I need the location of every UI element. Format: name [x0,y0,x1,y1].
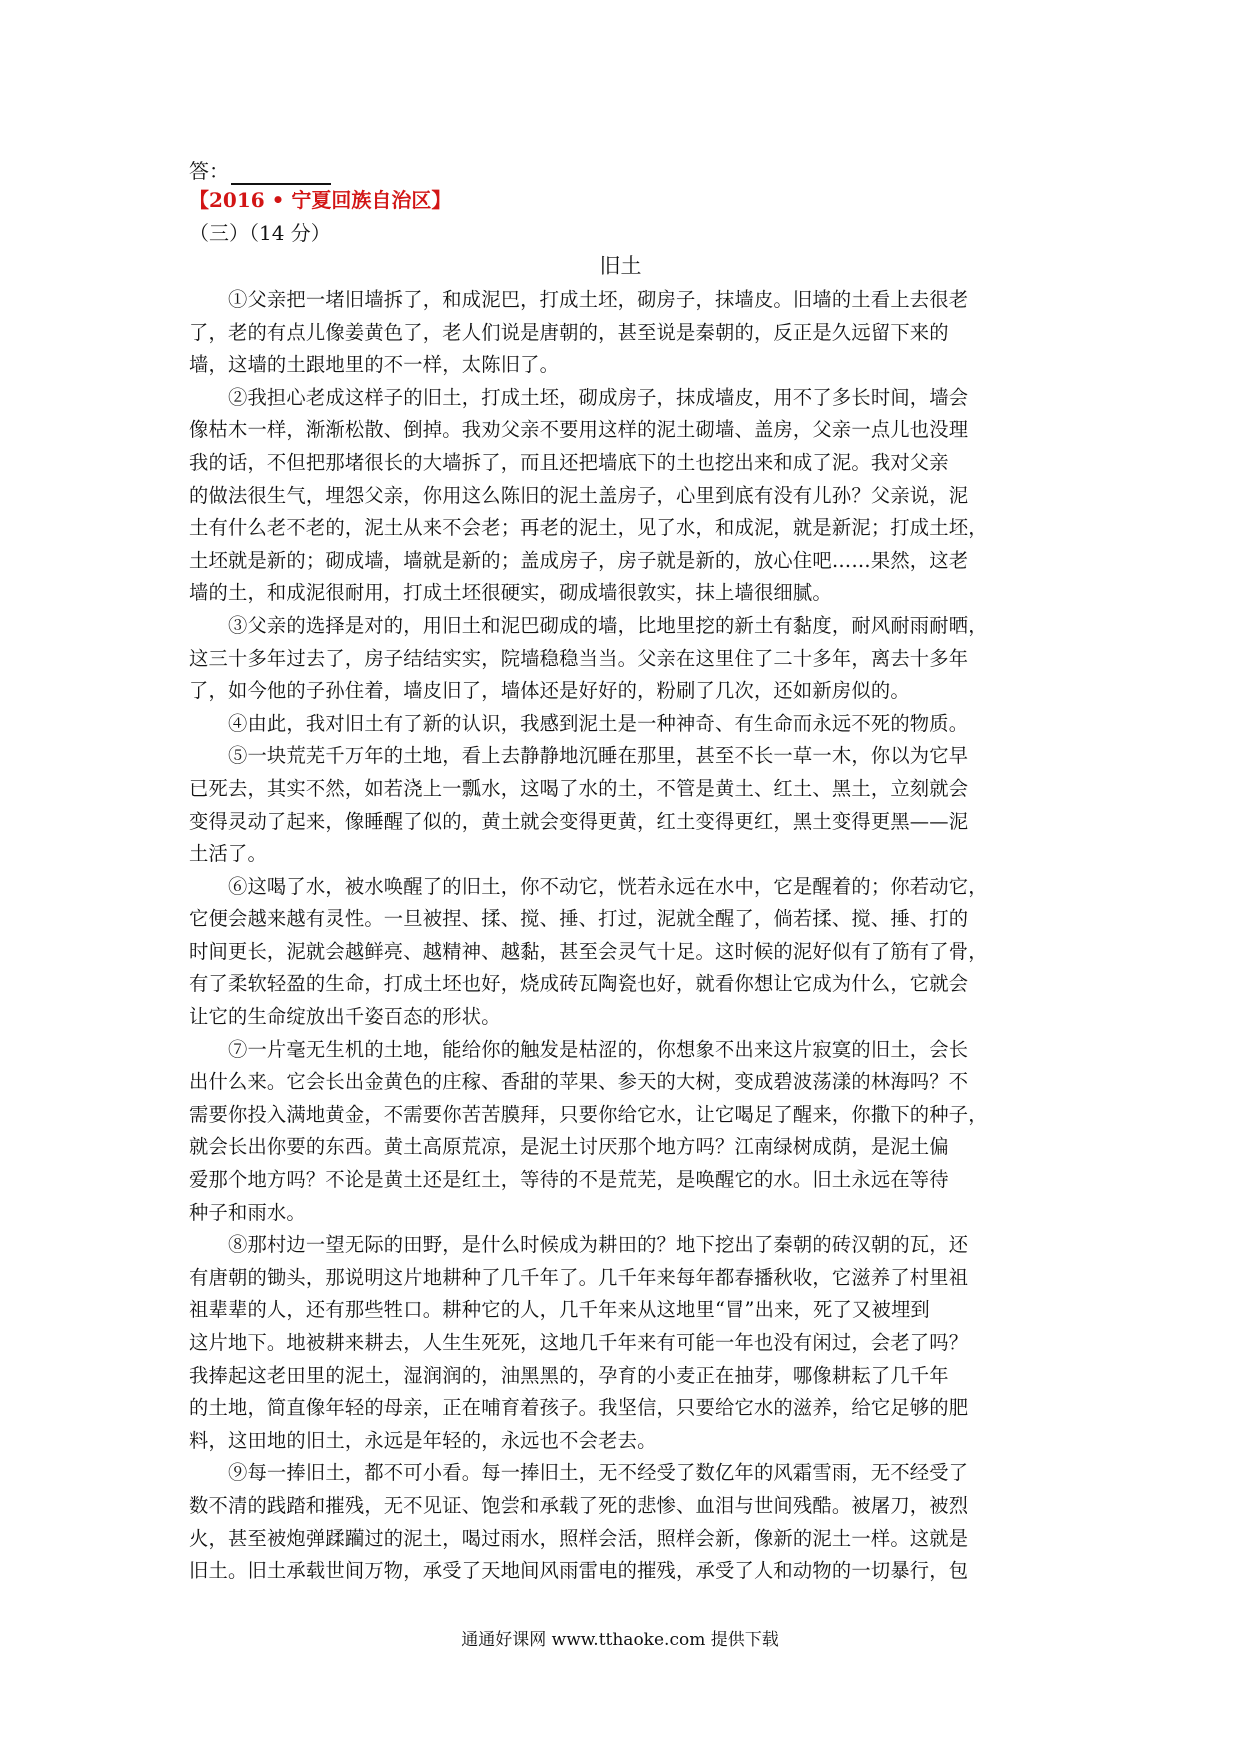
text-line: 土有什么老不老的，泥土从来不会老；再老的泥土，见了水，和成泥，就是新泥；打成土坯， [189,516,988,540]
text-line: 变得灵动了起来，像睡醒了似的，黄土就会变得更黄，红土变得更红，黑土变得更黑——泥 [189,809,969,833]
text-line: 旧土。旧土承载世间万物，承受了天地间风雨雷电的摧残，承受了人和动物的一切暴行，包 [189,1559,969,1583]
text-line: ①父亲把一堵旧墙拆了，和成泥巴，打成土坯，砌房子，抹墙皮。旧墙的土看上去很老 [189,288,969,311]
text-line: ⑥这喝了水，被水唤醒了的旧土，你不动它，恍若永远在水中，它是醒着的；你若动它， [189,874,988,898]
text-line: 有唐朝的锄头，那说明这片地耕种了几千年了。几千年来每年都春播秋收，它滋养了村里祖 [189,1265,969,1289]
answer-label: 答： [189,159,229,183]
text-line: 火，甚至被炮弹蹂躏过的泥土，喝过雨水，照样会活，照样会新，像新的泥土一样。这就是 [189,1526,969,1550]
article-body [189,284,1052,1588]
text-line: 的做法很生气，埋怨父亲，你用这么陈旧的泥土盖房子，心里到底有没有儿孙？父亲说，泥 [189,483,969,507]
text-line: 了，老的有点儿像姜黄色了，老人们说是唐朝的，甚至说是秦朝的，反正是久远留下来的 [189,320,949,344]
text-line: 我捧起这老田里的泥土，湿润润的，油黑黑的，孕育的小麦正在抽芽，哪像耕耘了几千年 [189,1363,949,1387]
text-line: 爱那个地方吗？不论是黄土还是红土，等待的不是荒芜，是唤醒它的水。旧土永远在等待 [189,1168,949,1192]
text-line: 让它的生命绽放出千姿百态的形状。 [189,1005,501,1029]
text-line: ⑨每一捧旧土，都不可小看。每一捧旧土，无不经受了数亿年的风霜雪雨，无不经受了 [189,1461,969,1485]
text-line: 数不清的践踏和摧残，无不见证、饱尝和承载了死的悲惨、血泪与世间残酷。被屠刀，被烈 [189,1493,969,1517]
text-line: 种子和雨水。 [189,1200,306,1224]
answer-blank[interactable] [231,163,331,185]
text-line: 土坯就是新的；砌成墙，墙就是新的；盖成房子，房子就是新的，放心住吧……果然，这老 [189,548,969,572]
text-line: 像枯木一样，渐渐松散、倒掉。我劝父亲不要用这样的泥土砌墙、盖房，父亲一点儿也没理 [189,418,969,442]
text-line: 出什么来。它会长出金黄色的庄稼、香甜的苹果、参天的大树，变成碧波荡漾的林海吗？不 [189,1070,969,1094]
text-line: ⑧那村边一望无际的田野，是什么时候成为耕田的？地下挖出了秦朝的砖汉朝的瓦，还 [189,1233,969,1257]
page-footer: 通通好课网 www.tthaoke.com 提供下载 [461,1630,779,1650]
text-line: 它便会越来越有灵性。一旦被捏、揉、搅、捶、打过，泥就全醒了，倘若揉、搅、捶、打的 [189,907,969,931]
text-line: 有了柔软轻盈的生命，打成土坯也好，烧成砖瓦陶瓷也好，就看你想让它成为什么，它就会 [189,972,969,996]
source-tag: 【2016 • 宁夏回族自治区】 [189,188,452,212]
answer-line [189,157,331,185]
text-line: 这片地下。地被耕来耕去，人生生死死，这地几千年来有可能一年也没有闲过，会老了吗？ [189,1331,969,1354]
text-line: 土活了。 [189,842,267,866]
text-line: ④由此，我对旧土有了新的认识，我感到泥土是一种神奇、有生命而永远不死的物质。 [189,711,969,735]
text-line: ②我担心老成这样子的旧土，打成土坯，砌成房子，抹成墙皮，用不了多长时间，墙会 [189,385,969,409]
text-line: 墙的土，和成泥很耐用，打成土坯很硬实，砌成墙很敦实，抹上墙很细腻。 [189,581,832,605]
text-line: 这三十多年过去了，房子结结实实，院墙稳稳当当。父亲在这里住了二十多年，离去十多年 [189,646,969,670]
text-line: 就会长出你要的东西。黄土高原荒凉，是泥土讨厌那个地方吗？江南绿树成荫，是泥土偏 [189,1135,949,1159]
text-line: 的土地，简直像年轻的母亲，正在哺育着孩子。我坚信，只要给它水的滋养，给它足够的肥 [189,1396,969,1420]
text-line: 祖辈辈的人，还有那些牲口。耕种它的人，几千年来从这地里“冒”出来，死了又被埋到 [189,1298,930,1322]
article-title: 旧土 [599,254,642,278]
text-line: ⑤一块荒芜千万年的土地，看上去静静地沉睡在那里，甚至不长一草一木，你以为它早 [189,744,969,768]
section-label: （三）（14 分） [189,221,331,245]
text-line: 了，如今他的子孙住着，墙皮旧了，墙体还是好好的，粉刷了几次，还如新房似的。 [189,679,910,703]
text-line: 料，这田地的旧土，永远是年轻的，永远也不会老去。 [189,1428,657,1452]
text-line: ⑦一片毫无生机的土地，能给你的触发是枯涩的，你想象不出来这片寂寞的旧土，会长 [189,1037,969,1061]
text-line: 时间更长，泥就会越鲜亮、越精神、越黏，甚至会灵气十足。这时候的泥好似有了筋有了骨， [189,939,988,963]
text-line: 我的话，不但把那堵很长的大墙拆了，而且还把墙底下的土也挖出来和成了泥。我对父亲 [189,450,949,474]
text-line: 需要你投入满地黄金，不需要你苦苦膜拜，只要你给它水，让它喝足了醒来，你撒下的种子， [189,1102,988,1126]
text-line: 已死去，其实不然，如若浇上一瓢水，这喝了水的土，不管是黄土、红土、黑土，立刻就会 [189,776,969,800]
text-line: 墙，这墙的土跟地里的不一样，太陈旧了。 [189,353,560,377]
text-line: ③父亲的选择是对的，用旧土和泥巴砌成的墙，比地里挖的新土有黏度，耐风耐雨耐晒， [189,613,988,637]
